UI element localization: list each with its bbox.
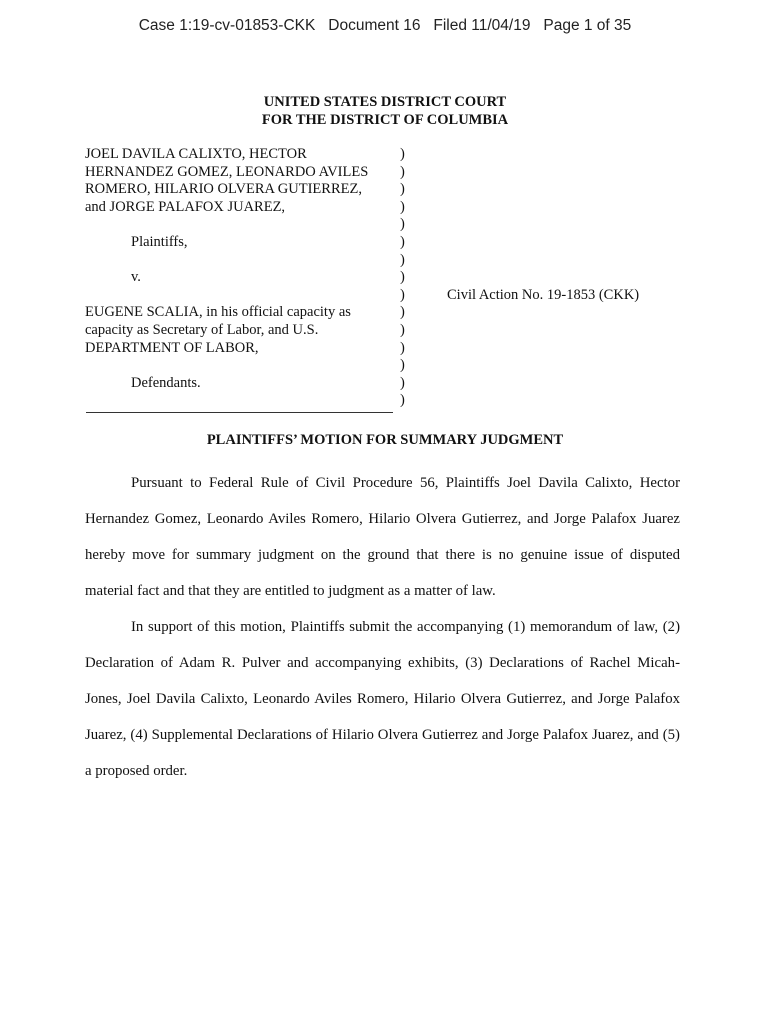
caption-paren: ): [400, 269, 405, 286]
caption-paren: ): [400, 251, 405, 268]
caption-paren: ): [400, 216, 405, 233]
defendant-name-line: capacity as Secretary of Labor, and U.S.: [85, 321, 319, 338]
motion-body: [85, 465, 680, 789]
civil-action-number: Civil Action No. 19-1853 (CKK): [447, 287, 640, 303]
case-caption-parties: [85, 146, 395, 392]
plaintiff-name-line: ROMERO, HILARIO OLVERA GUTIERREZ,: [85, 181, 362, 198]
caption-paren: ): [400, 304, 405, 321]
plaintiff-name-line: HERNANDEZ GOMEZ, LEONARDO AVILES: [85, 163, 369, 180]
court-heading: [0, 93, 770, 129]
plaintiffs-label: Plaintiffs,: [131, 233, 188, 250]
case-header: Case 1:19-cv-01853-CKK Document 16 Filed 11/04/19 Page 1 of 35: [138, 17, 632, 34]
caption-paren: ): [400, 163, 405, 180]
versus-label: v.: [131, 269, 141, 286]
caption-paren: ): [400, 339, 405, 356]
court-district: FOR THE DISTRICT OF COLUMBIA: [261, 112, 509, 128]
caption-paren: ): [400, 286, 405, 303]
defendants-label: Defendants.: [131, 374, 201, 391]
caption-paren: ): [400, 374, 405, 391]
motion-title: PLAINTIFFS’ MOTION FOR SUMMARY JUDGMENT: [206, 432, 564, 448]
caption-paren: ): [400, 357, 405, 374]
plaintiff-name-line: JOEL DAVILA CALIXTO, HECTOR: [85, 146, 307, 162]
motion-paragraph-2: In support of this motion, Plaintiffs submit the accompanying (1) memorandum of law, (2) Declaration of Adam R. Pulver and accompanying exhibits, (3) Declarations of Rachel Micah-Jones, Joel Davila Calixto, Leonardo Aviles Romero, Hilario Olvera Gutierrez, and Jorge Palafox Juarez, (4) Supplemental Declarations of Hilario Olvera Gutierrez and Jorge Palafox Juarez, and (5) a proposed order.: [85, 619, 680, 779]
caption-paren: ): [400, 392, 405, 409]
defendant-name-line: EUGENE SCALIA, in his official capacity as: [85, 304, 351, 321]
caption-paren: ): [400, 233, 405, 250]
defendant-name-line: DEPARTMENT OF LABOR,: [85, 339, 259, 356]
caption-paren: ): [400, 181, 405, 198]
caption-paren: ): [400, 321, 405, 338]
caption-divider: [86, 412, 393, 413]
court-name: UNITED STATES DISTRICT COURT: [263, 94, 507, 110]
caption-paren: ): [400, 198, 405, 215]
caption-paren: ): [400, 146, 405, 162]
motion-paragraph-1: Pursuant to Federal Rule of Civil Procedure 56, Plaintiffs Joel Davila Calixto, Hector Hernandez Gomez, Leonardo Aviles Romero, Hilario Olvera Gutierrez, and Jorge Palafox Juarez hereby move for summary judgment on the ground that there is no genuine issue of disputed material fact and that they are entitled to judgment as a matter of law.: [85, 475, 680, 599]
caption-paren-column: [400, 146, 412, 410]
plaintiff-name-line: and JORGE PALAFOX JUAREZ,: [85, 198, 286, 215]
